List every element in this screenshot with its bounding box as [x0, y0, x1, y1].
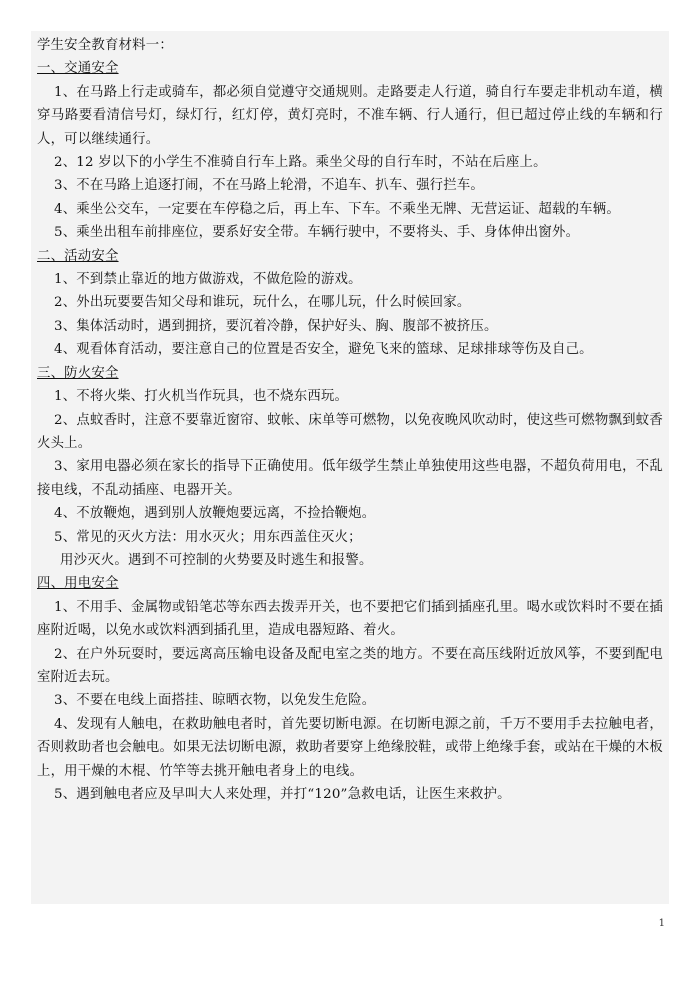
document-title: 学生安全教育材料一： [37, 38, 173, 53]
paragraph: 2、点蚊香时，注意不要靠近窗帘、蚊帐、床单等可燃物，以免夜晚风吹动时，使这些可燃物飘到蚊香火头上。 [37, 412, 663, 451]
paragraph-continuation: 用沙灭火。遇到不可控制的火势要及时逃生和报警。 [60, 552, 373, 568]
section-fire-safety [37, 362, 663, 573]
section-heading: 三、防火安全 [37, 365, 119, 381]
section-heading: 一、交通安全 [37, 61, 119, 77]
paragraph: 4、观看体育活动，要注意自己的位置是否安全，避免飞来的篮球、足球排球等伤及自己。 [54, 342, 593, 358]
paragraph: 3、家用电器必须在家长的指导下正确使用。低年级学生禁止单独使用这些电器，不超负荷用电，不乱接电线，不乱动插座、电器开关。 [37, 459, 663, 498]
page-number: 1 [658, 918, 665, 929]
section-activity-safety [37, 245, 663, 362]
paragraph: 3、集体活动时，遇到拥挤，要沉着冷静，保护好头、胸、腹部不被挤压。 [54, 318, 498, 334]
section-electricity-safety [37, 572, 663, 806]
paragraph: 4、不放鞭炮，遇到别人放鞭炮要远离，不捡拾鞭炮。 [54, 506, 376, 522]
document-body [31, 31, 669, 904]
paragraph: 2、在户外玩耍时，要远离高压输电设备及配电室之类的地方。不要在高压线附近放风筝，不要到配电室附近去玩。 [37, 646, 663, 685]
paragraph: 4、乘坐公交车，一定要在车停稳之后，再上车、下车。不乘坐无牌、无营运证、超载的车辆。 [54, 201, 620, 217]
paragraph: 1、不用手、金属物或铅笔芯等东西去拨弄开关，也不要把它们插到插座孔里。喝水或饮料时不要在插座附近喝，以免水或饮料洒到插孔里，造成电器短路、着火。 [37, 599, 663, 639]
paragraph: 4、发现有人触电，在救助触电者时，首先要切断电源。在切断电源之前，千万不要用手去拉触电者，否则救助者也会触电。如果无法切断电源，救助者要穿上绝缘胶鞋，或带上绝缘手套，或站在干燥的木板上，用干燥的木棍、竹竿等去挑开触电者身上的电线。 [37, 716, 663, 779]
paragraph: 5、乘坐出租车前排座位，要系好安全带。车辆行驶中，不要将头、手、身体伸出窗外。 [54, 225, 580, 241]
paragraph: 1、不将火柴、打火机当作玩具，也不烧东西玩。 [54, 389, 349, 405]
paragraph: 3、不要在电线上面搭挂、晾晒衣物，以免发生危险。 [54, 693, 376, 709]
paragraph: 2、外出玩要要告知父母和谁玩，玩什么，在哪儿玩，什么时候回家。 [54, 295, 471, 311]
paragraph: 5、常见的灭火方法：用水灭火；用东西盖住灭火； [54, 529, 362, 545]
paragraph: 5、遇到触电者应及早叫大人来处理，并打“120”急救电话，让医生来救护。 [54, 787, 511, 802]
section-heading: 二、活动安全 [37, 248, 119, 264]
paragraph: 2、12 岁以下的小学生不准骑自行车上路。乘坐父母的自行车时，不站在后座上。 [54, 155, 547, 171]
paragraph: 3、不在马路上追逐打闹，不在马路上轮滑，不追车、扒车、强行拦车。 [54, 178, 485, 194]
section-heading: 四、用电安全 [37, 576, 119, 592]
section-traffic-safety [37, 57, 663, 244]
paragraph: 1、不到禁止靠近的地方做游戏，不做危险的游戏。 [54, 272, 362, 288]
paragraph: 1、在马路上行走或骑车，都必须自觉遵守交通规则。走路要走人行道，骑自行车要走非机动车道，横穿马路要看清信号灯，绿灯行，红灯停，黄灯亮时，不准车辆、行人通行，但已超过停止线的车辆和行人，可以继续通行。 [37, 84, 663, 147]
